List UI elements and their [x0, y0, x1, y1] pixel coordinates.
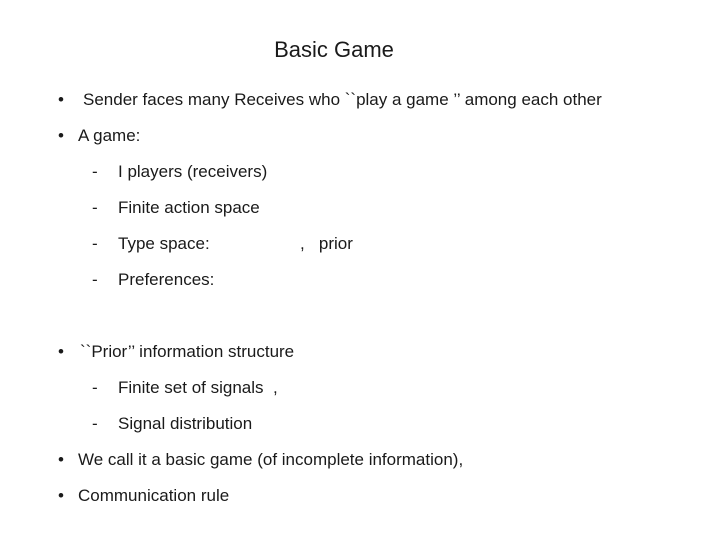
dash-marker: - — [92, 414, 98, 433]
dash-marker: - — [92, 234, 98, 253]
bullet-a-game: A game: — [78, 126, 141, 145]
bullet-prior-information-structure: ``Prior’’ information structure — [80, 342, 295, 361]
bullet-marker: • — [58, 342, 64, 361]
dash-marker: - — [92, 270, 98, 289]
bullet-marker: • — [58, 90, 64, 109]
bullet-communication-rule: Communication rule — [78, 486, 230, 505]
bullet-basic-game: We call it a basic game (of incomplete information), — [78, 450, 464, 469]
bullet-marker: • — [58, 486, 64, 505]
dash-marker: - — [92, 198, 98, 217]
sub-item-finite-signals: Finite set of signals , — [118, 378, 278, 397]
slide-title: Basic Game — [274, 37, 394, 62]
bullet-marker: • — [58, 126, 64, 145]
dash-marker: - — [92, 162, 98, 181]
bullet-sender-faces-receivers: Sender faces many Receives who ``play a game ’’ among each other — [83, 90, 602, 109]
sub-item-action-space: Finite action space — [118, 198, 260, 217]
sub-item-signal-distribution: Signal distribution — [118, 414, 253, 433]
sub-item-players: I players (receivers) — [118, 162, 268, 181]
bullet-marker: • — [58, 450, 64, 469]
dash-marker: - — [92, 378, 98, 397]
sub-item-preferences: Preferences: — [118, 270, 215, 289]
sub-item-prior: , prior — [300, 234, 353, 253]
sub-item-type-space: Type space: — [118, 234, 210, 253]
